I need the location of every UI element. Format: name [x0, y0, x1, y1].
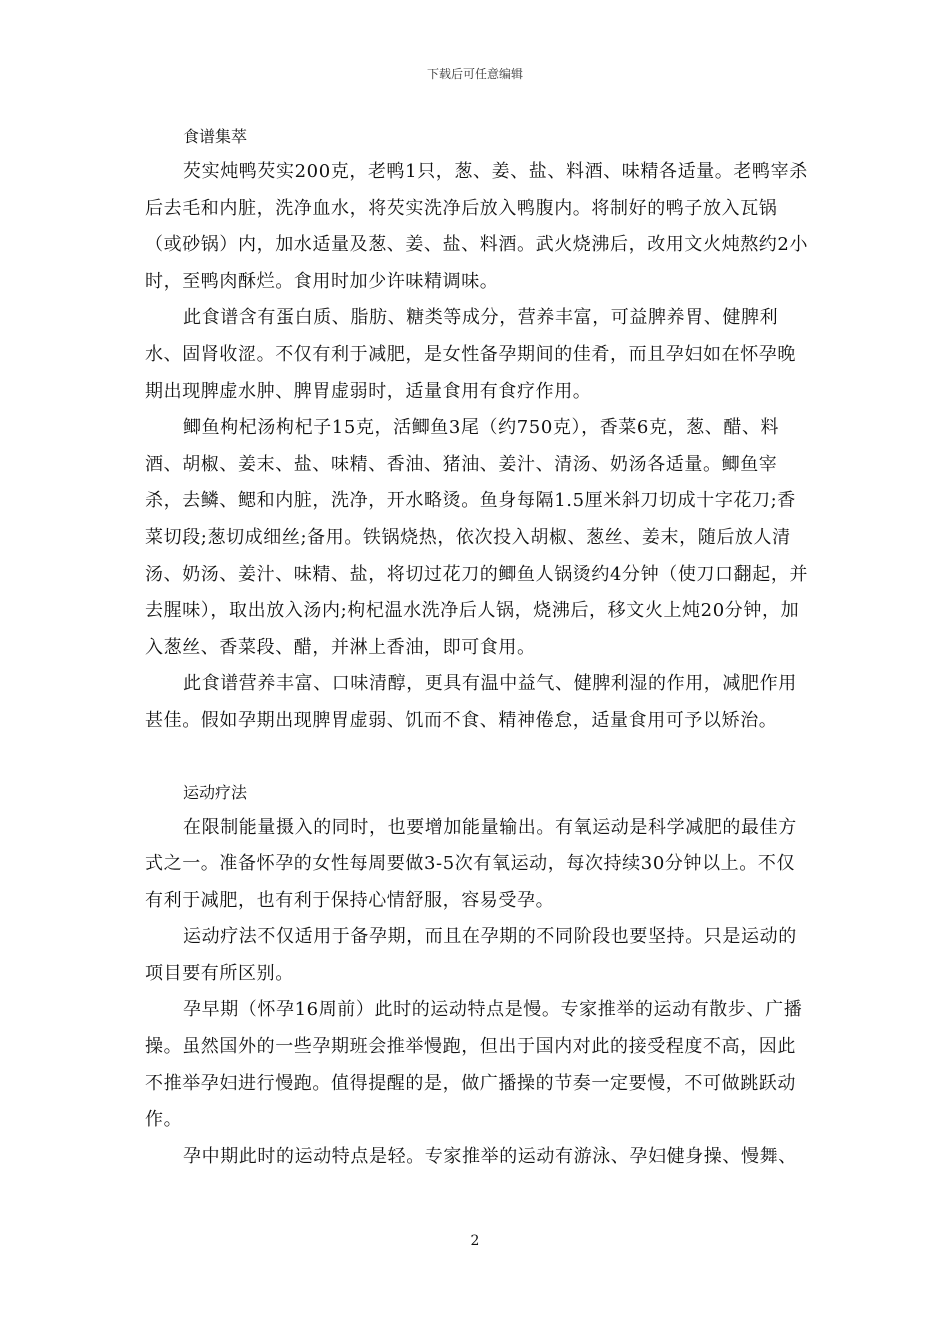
- paragraph-mid-pregnancy: 孕中期此时的运动特点是轻。专家推举的运动有游泳、孕妇健身操、慢舞、: [183, 1145, 797, 1167]
- document-body: [145, 120, 810, 1175]
- paragraph-exercise-intro: 在限制能量摄入的同时，也要增加能量输出。有氧运动是科学减肥的最佳方式之一。准备怀孕的女性每周要做3-5次有氧运动，每次持续30分钟以上。不仅有利于减肥，也有利于保持心情舒服，容易受孕。: [145, 816, 797, 911]
- paragraph-duck-benefits: 此食谱含有蛋白质、脂肪、糖类等成分，营养丰富，可益脾养胃、健脾利水、固肾收涩。不仅有利于减肥，是女性备孕期间的佳肴，而且孕妇如在怀孕晚期出现脾虚水肿、脾胃虚弱时，适量食用有食疗作用。: [145, 307, 796, 402]
- page-header: 下载后可任意编辑: [426, 67, 523, 81]
- paragraph-recipe-fish: 鲫鱼枸杞汤枸杞子15克，活鲫鱼3尾（约750克），香菜6克，葱、醋、料酒、胡椒、姜末、盐、味精、香油、猪油、姜汁、清汤、奶汤各适量。鲫鱼宰杀，去鳞、鳃和内脏，洗净，开水略烫。鱼身每隔1.5厘米斜刀切成十字花刀;香菜切段;葱切成细丝;备用。铁锅烧热，依次投入胡椒、葱丝、姜末，随后放人清汤、奶汤、姜汁、味精、盐，将切过花刀的鲫鱼人锅烫约4分钟（使刀口翻起，并去腥味），取出放入汤内;枸杞温水洗净后人锅，烧沸后，移文火上炖20分钟，加入葱丝、香菜段、醋，并淋上香油，即可食用。: [145, 417, 809, 658]
- paragraph-exercise-stages: 运动疗法不仅适用于备孕期，而且在孕期的不同阶段也要坚持。只是运动的项目要有所区别。: [145, 926, 797, 984]
- paragraph-recipe-duck: 芡实炖鸭芡实200克，老鸭1只，葱、姜、盐、料酒、味精各适量。老鸭宰杀后去毛和内脏，洗净血水，将芡实洗净后放入鸭腹内。将制好的鸭子放入瓦锅（或砂锅）内，加水适量及葱、姜、盐、料酒。武火烧沸后，改用文火炖熬约2小时，至鸭肉酥烂。食用时加少许味精调味。: [145, 161, 809, 292]
- section-title-exercise: 运动疗法: [183, 782, 248, 802]
- paragraph-early-pregnancy: 孕早期（怀孕16周前）此时的运动特点是慢。专家推举的运动有散步、广播操。虽然国外的一些孕期班会推举慢跑，但出于国内对此的接受程度不高，因此不推举孕妇进行慢跑。值得提醒的是，做广播操的节奏一定要慢，不可做跳跃动作。: [145, 999, 803, 1131]
- paragraph-fish-benefits: 此食谱营养丰富、口味清醇，更具有温中益气、健脾利湿的作用，减肥作用甚佳。假如孕期出现脾胃虚弱、饥而不食、精神倦怠，适量食用可予以矫治。: [145, 673, 797, 731]
- page-number: 2: [470, 1233, 480, 1249]
- section-title-recipes: 食谱集萃: [183, 127, 248, 146]
- section-spacer: [145, 740, 810, 776]
